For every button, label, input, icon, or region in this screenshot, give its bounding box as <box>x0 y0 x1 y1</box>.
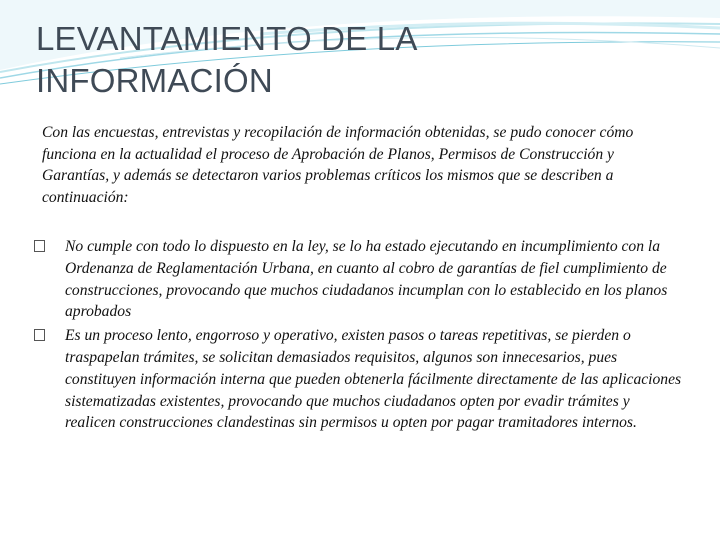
slide-title <box>36 18 676 102</box>
title-line-2: INFORMACIÓN <box>36 62 273 99</box>
problem-list <box>34 236 684 436</box>
bullet-text: Es un proceso lento, engorroso y operativo, existen pasos o tareas repetitivas, se pierden o traspapelan trámites, se solicitan demasiados requisitos, algunos son innecesarios, pues constituyen información interna que pueden obtenerla fácilmente directamente de las aplicaciones sistematizadas existentes, provocando que muchos ciudadanos opten por evadir trámites y realicen construcciones clandestinas sin permisos u opten por pagar tramitadores internos. <box>65 327 682 432</box>
title-line-1: LEVANTAMIENTO DE LA <box>36 20 418 57</box>
intro-paragraph: Con las encuestas, entrevistas y recopilación de información obtenidas, se pudo conocer cómo funciona en la actualidad el proceso de Aprobación de Planos, Permisos de Construcción y Garantías, y además se detectaron varios problemas críticos los mismos que se describen a continuación: <box>42 124 634 206</box>
list-item <box>34 325 684 434</box>
list-item <box>34 236 684 323</box>
bullet-text: No cumple con todo lo dispuesto en la ley, se lo ha estado ejecutando en incumplimiento con la Ordenanza de Reglamentación Urbana, en cuanto al cobro de garantías de fiel cumplimiento de construcciones, provocando que muchos ciudadanos incumplan con lo establecido en los planos aprobados <box>65 238 668 321</box>
square-bullet-icon <box>34 240 45 252</box>
square-bullet-icon <box>34 329 45 341</box>
